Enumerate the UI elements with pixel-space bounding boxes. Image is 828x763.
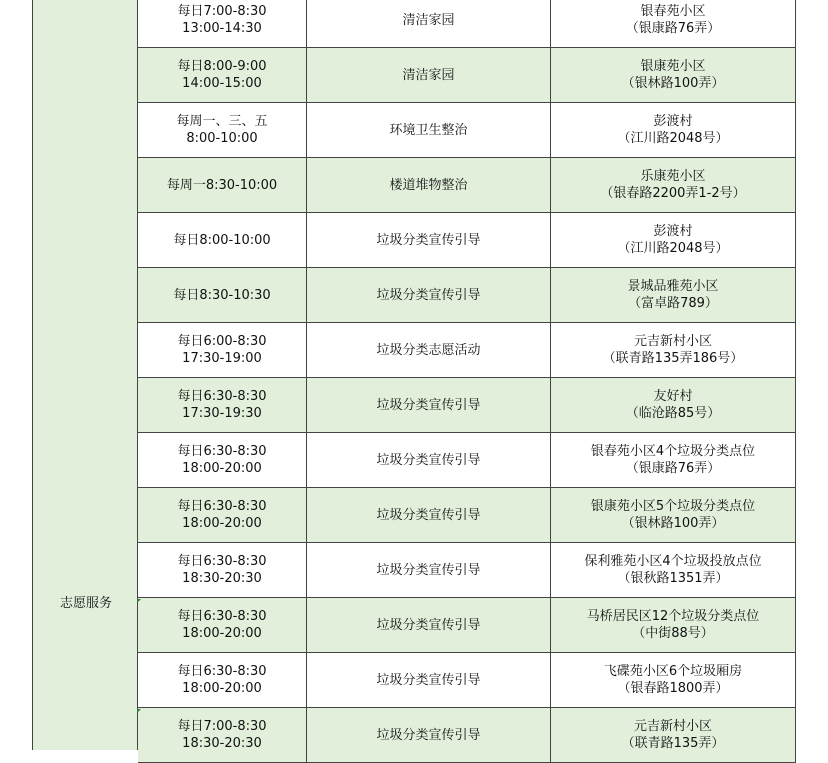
table-row [138,158,796,213]
location-cell: 彭渡村 （江川路2048号） [551,213,796,267]
time-cell: 每日6:30-8:30 18:00-20:00 [138,653,307,707]
table-row [138,103,796,158]
table-row [138,653,796,708]
cell-marker [137,709,141,713]
time-cell: 每日8:30-10:30 [138,268,307,322]
activity-cell: 垃圾分类宣传引导 [307,488,551,542]
location-cell: 飞碟苑小区6个垃圾厢房 （银春路1800弄） [551,653,796,707]
location-cell: 银康苑小区5个垃圾分类点位 （银林路100弄） [551,488,796,542]
table-row [138,543,796,598]
location-cell: 元吉新村小区 （联青路135弄186号） [551,323,796,377]
time-cell: 每日6:00-8:30 17:30-19:00 [138,323,307,377]
table-row [138,0,796,48]
table-row [138,708,796,763]
activity-cell: 垃圾分类宣传引导 [307,268,551,322]
activity-cell: 垃圾分类宣传引导 [307,653,551,707]
schedule-table [138,0,796,763]
activity-cell: 垃圾分类宣传引导 [307,543,551,597]
table-row [138,433,796,488]
table-row [138,268,796,323]
location-cell: 马桥居民区12个垃圾分类点位 （中街88号） [551,598,796,652]
table-row [138,598,796,653]
table-row [138,378,796,433]
time-cell: 每日6:30-8:30 18:30-20:30 [138,543,307,597]
category-label: 志愿服务 [59,596,112,611]
location-cell: 银春苑小区 （银康路76弄） [551,0,796,47]
location-cell: 彭渡村 （江川路2048号） [551,103,796,157]
category-column [32,0,138,750]
activity-cell: 垃圾分类志愿活动 [307,323,551,377]
activity-cell: 环境卫生整治 [307,103,551,157]
location-cell: 保利雅苑小区4个垃圾投放点位 （银秋路1351弄） [551,543,796,597]
location-cell: 乐康苑小区 （银春路2200弄1-2号） [551,158,796,212]
time-cell: 每日8:00-10:00 [138,213,307,267]
time-cell: 每日6:30-8:30 17:30-19:30 [138,378,307,432]
activity-cell: 楼道堆物整治 [307,158,551,212]
location-cell: 景城品雅苑小区 （富卓路789） [551,268,796,322]
cell-marker [137,599,141,603]
time-cell: 每日6:30-8:30 18:00-20:00 [138,598,307,652]
table-row [138,323,796,378]
time-cell: 每日6:30-8:30 18:00-20:00 [138,488,307,542]
time-cell: 每日6:30-8:30 18:00-20:00 [138,433,307,487]
activity-cell: 垃圾分类宣传引导 [307,433,551,487]
activity-cell: 垃圾分类宣传引导 [307,598,551,652]
location-cell: 元吉新村小区 （联青路135弄） [551,708,796,762]
activity-cell: 清洁家园 [307,0,551,47]
location-cell: 银春苑小区4个垃圾分类点位 （银康路76弄） [551,433,796,487]
time-cell: 每日7:00-8:30 18:30-20:30 [138,708,307,762]
activity-cell: 垃圾分类宣传引导 [307,708,551,762]
time-cell: 每周一、三、五 8:00-10:00 [138,103,307,157]
time-cell: 每周一8:30-10:00 [138,158,307,212]
table-row [138,213,796,268]
location-cell: 银康苑小区 （银林路100弄） [551,48,796,102]
table-row [138,48,796,103]
activity-cell: 垃圾分类宣传引导 [307,213,551,267]
time-cell: 每日8:00-9:00 14:00-15:00 [138,48,307,102]
time-cell: 每日7:00-8:30 13:00-14:30 [138,0,307,47]
location-cell: 友好村 （临沧路85号） [551,378,796,432]
activity-cell: 清洁家园 [307,48,551,102]
activity-cell: 垃圾分类宣传引导 [307,378,551,432]
table-row [138,488,796,543]
